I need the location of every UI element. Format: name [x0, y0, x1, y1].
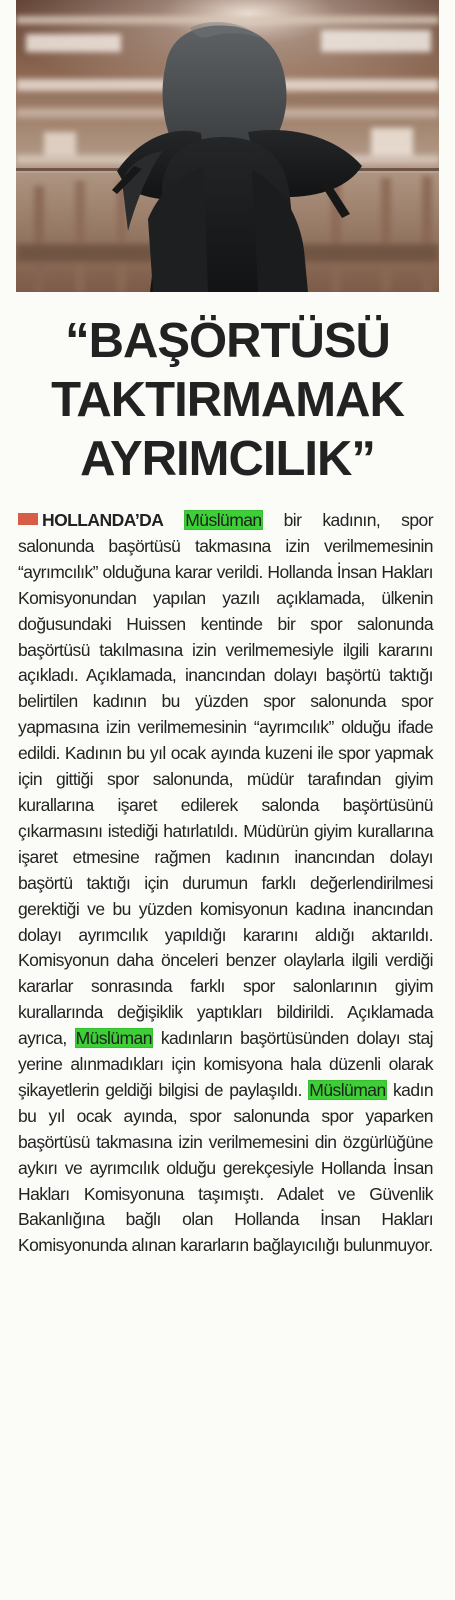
article-text-segment	[163, 510, 184, 530]
section-marker	[18, 513, 38, 525]
article-text-segment: kadınların başörtüsünden dolayı staj yerine alınmadıkları için komisyona hala düzenli olarak şikayetlerin geldiği bilgisi de paylaşıldı.	[18, 1028, 434, 1100]
article-headline: “BAŞÖRTÜSÜ TAKTIRMAMAK AYRIMCILIK”	[51, 314, 404, 486]
woman-with-headscarf-image	[16, 0, 439, 292]
article-text-segment: bir kadının, spor salonunda başörtüsü takmasına izin verilmemesinin “ayrımcılık” olduğuna karar verildi. Hollanda İnsan Hakları Komisyonundan yapılan yazılı açıklamada, ülkenin doğusundaki Huissen kentinde bir spor salonunda başörtüsü takılmasına izin verilmemesiyle ilgili kararını açıkladı. Açıklamada, inancından dolayı başörtü taktığı belirtilen kadının bu yüzden spor salonunda spor yapmasına izin verilmemesinin “ayrımcılık” olduğu ifade edildi. Kadının bu yıl ocak ayında kuzeni ile spor yapmak için gittiği spor salonunda, müdür tarafından giyim kurallarına işaret edilerek salonda başörtüsünü çıkarmasını istediği hatırlatıldı. Müdürün giyim kurallarına işaret etmesine rağmen kadının inancından dolayı başörtü taktığı için durumun farklı değerlendirilmesi gerektiği ve bu yüzden komisyonun kadına inancından dolayı ayrımcılık yapıldığı kararını aldığı aktarıldı. Komisyonun daha önceleri benzer olaylarla ilgili verdiği kararlar sonrasında farklı spor salonlarının giyim kurallarında değişiklik yaptıkları bildirildi. Açıklamada ayrıca,	[18, 510, 433, 1049]
article-dateline: HOLLANDA’DA	[42, 510, 164, 530]
highlighted-keyword: Müslüman	[185, 510, 262, 530]
highlighted-keyword: Müslüman	[309, 1079, 386, 1100]
article-photo	[16, 0, 439, 292]
article-body	[18, 508, 433, 1259]
highlighted-keyword: Müslüman	[75, 1028, 152, 1049]
article-text-segment: kadın bu yıl ocak ayında, spor salonunda spor yaparken başörtüsü takmasına izin verilmemesini din özgürlüğüne aykırı ve ayrımcılık olduğu gerekçesiyle Hollanda İnsan Hakları Komisyonuna taşımıştı. Adalet ve Güvenlik Bakanlığına bağlı olan Hollanda İnsan Hakları Komisyonunda alınan kararların bağlayıcılığı bulunmuyor.	[18, 1079, 434, 1256]
